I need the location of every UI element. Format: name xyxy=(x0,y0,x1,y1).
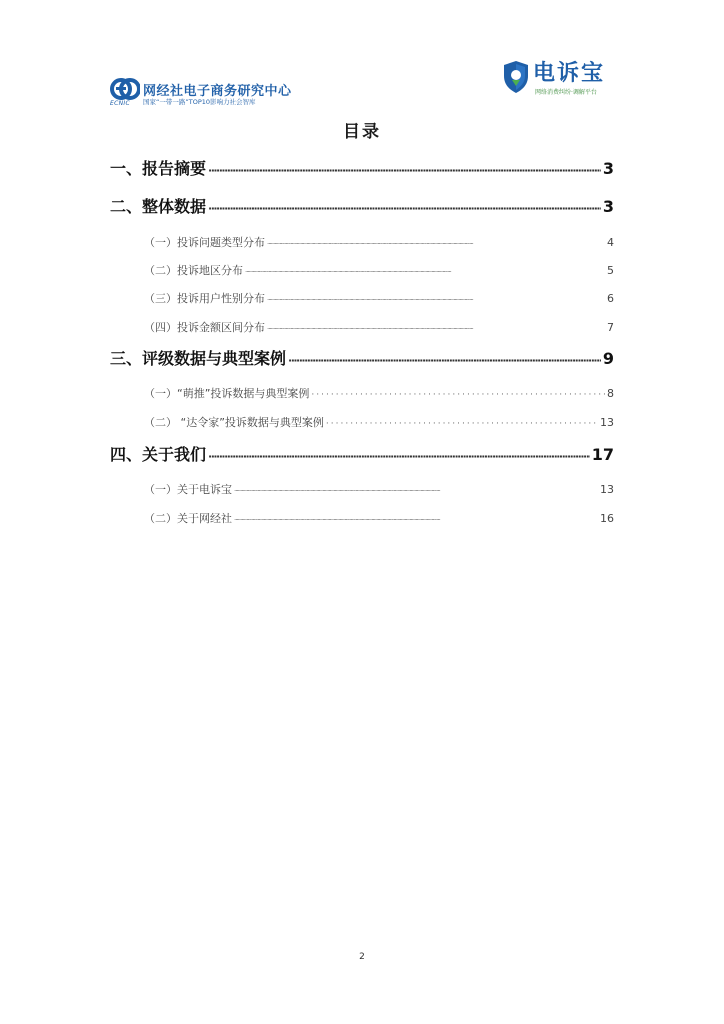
page-number: 2 xyxy=(359,952,365,962)
page-header xyxy=(0,0,724,110)
dot-leader xyxy=(234,516,598,524)
toc-entry-label: 二、整体数据 xyxy=(110,197,207,216)
toc-entry-page: 4 xyxy=(607,236,614,249)
toc-entry-page: 5 xyxy=(607,264,614,277)
toc-entry-complaint-types[interactable] xyxy=(144,234,614,250)
toc-entry-page: 3 xyxy=(602,159,614,178)
dot-leader xyxy=(267,325,605,333)
toc-entry-user-gender[interactable] xyxy=(144,290,614,306)
toc-entry-mengtui[interactable] xyxy=(144,385,614,401)
toc-entry-page: 8 xyxy=(607,387,614,400)
dot-leader xyxy=(234,487,598,495)
toc-entry-page: 16 xyxy=(600,512,614,525)
toc-entry-page: 17 xyxy=(591,445,614,464)
dot-leader xyxy=(288,354,601,367)
diansubao-logo xyxy=(503,60,613,100)
toc-entry-label: （三）投诉用户性别分布 xyxy=(144,292,265,305)
dot-leader xyxy=(208,202,601,215)
ecnic-logo-subtitle: 国家“一带一路”TOP10影响力社会智库 xyxy=(143,98,256,106)
diansubao-logo-title: 电诉宝 xyxy=(533,61,606,86)
toc-entry-amount-range[interactable] xyxy=(144,319,614,335)
dot-leader xyxy=(311,390,605,400)
dot-leader xyxy=(267,296,605,304)
toc-entry-label: （一）关于电诉宝 xyxy=(144,483,232,496)
toc-entry-page: 9 xyxy=(602,349,614,368)
toc-entry-dalingjia[interactable] xyxy=(144,414,614,430)
toc-entry-page: 3 xyxy=(602,197,614,216)
toc-entry-ratings-cases[interactable] xyxy=(110,346,614,369)
toc-entry-complaint-regions[interactable] xyxy=(144,262,614,278)
toc-entry-label: 四、关于我们 xyxy=(110,445,207,464)
toc-entry-about-wangjingshe[interactable] xyxy=(144,510,614,526)
toc-entry-label: 一、报告摘要 xyxy=(110,159,207,178)
toc-entry-page: 13 xyxy=(600,416,614,429)
toc-title: 目录 xyxy=(343,122,381,142)
toc-entry-label: （二） “达令家”投诉数据与典型案例 xyxy=(144,416,324,429)
shield-icon xyxy=(503,60,529,94)
dot-leader xyxy=(326,419,598,429)
dot-leader xyxy=(245,268,605,276)
diansubao-logo-subtitle: 网络消费纠纷·调解平台 xyxy=(535,89,597,96)
ecnic-logo-title: 网经社电子商务研究中心 xyxy=(143,84,292,99)
toc-entry-summary[interactable] xyxy=(110,156,614,179)
toc-entry-label: （四）投诉金额区间分布 xyxy=(144,321,265,334)
dot-leader xyxy=(267,240,605,248)
ecnic-logo xyxy=(110,78,310,110)
toc-entry-label: （二）投诉地区分布 xyxy=(144,264,243,277)
toc-entry-page: 7 xyxy=(607,321,614,334)
toc-entry-overall-data[interactable] xyxy=(110,194,614,217)
toc-entry-page: 6 xyxy=(607,292,614,305)
toc-entry-label: （二）关于网经社 xyxy=(144,512,232,525)
toc-entry-label: （一）“萌推”投诉数据与典型案例 xyxy=(144,387,310,400)
ecnic-logo-english: ECNIC xyxy=(110,100,130,107)
dot-leader xyxy=(208,164,601,177)
toc-entry-page: 13 xyxy=(600,483,614,496)
toc-entry-label: 三、评级数据与典型案例 xyxy=(110,349,287,368)
toc-entry-label: （一）投诉问题类型分布 xyxy=(144,236,265,249)
toc-entry-about-us[interactable] xyxy=(110,442,614,465)
dot-leader xyxy=(208,450,590,463)
toc-entry-about-diansubao[interactable] xyxy=(144,481,614,497)
